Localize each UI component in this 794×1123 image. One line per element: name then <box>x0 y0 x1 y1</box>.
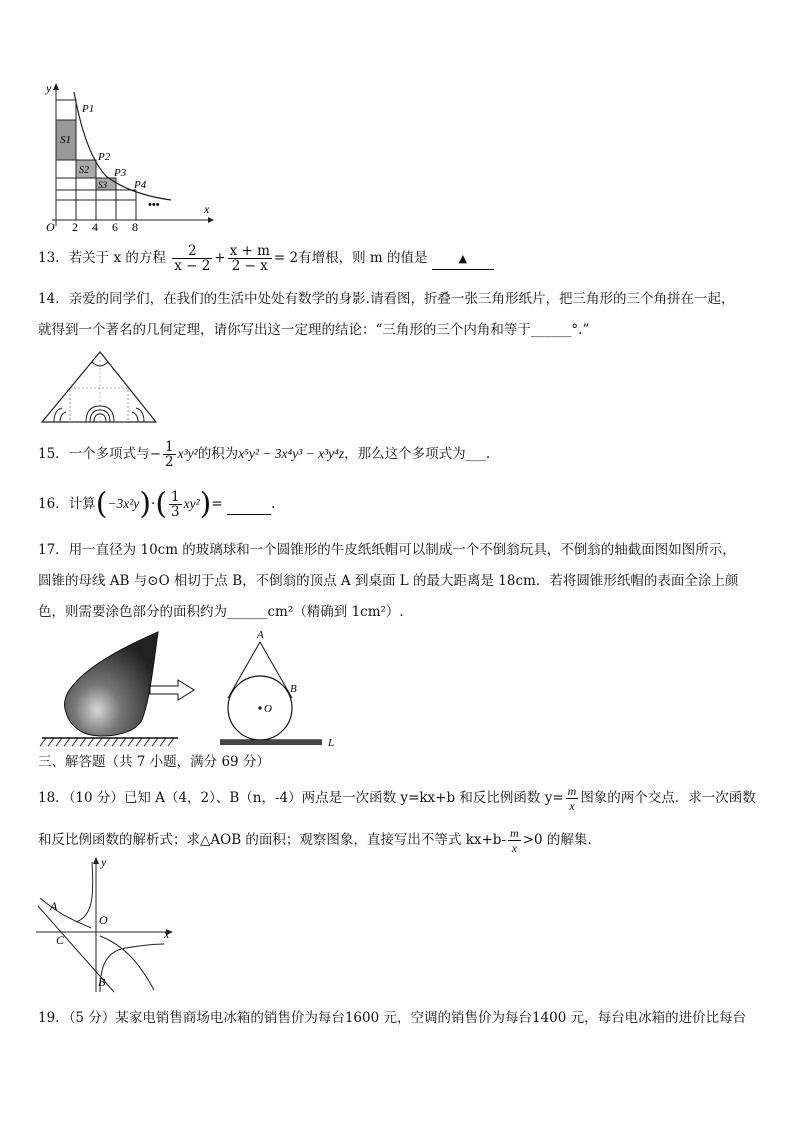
q18-label-b: B <box>98 975 106 989</box>
q16-dot: · <box>151 496 156 512</box>
fig12-y-label: y <box>46 81 52 95</box>
q18-label-a: A <box>50 899 58 913</box>
q13-plus: + <box>214 250 226 266</box>
q15-neg: − <box>149 446 161 462</box>
q18-text-b: 图象的两个交点．求一次函数 <box>580 790 756 806</box>
q18-fraction-1 <box>566 784 579 813</box>
q13-fraction-2 <box>228 244 272 273</box>
q15-text-a: 一个多项式与 <box>68 446 150 462</box>
q18-line2-a: 和反比例函数的解析式；求△AOB 的面积；观察图象，直接写出不等式 kx+b- <box>38 832 507 848</box>
q13-f2-num: x + m <box>229 243 270 259</box>
q13-fraction-1 <box>172 244 212 273</box>
q16-text-a: 计算 <box>68 496 96 512</box>
q16-tail: . <box>271 496 276 512</box>
q13-answer-blank[interactable]: ▲ <box>432 249 494 270</box>
q17-label-a: A <box>257 629 264 641</box>
q15-number: 15． <box>38 446 69 462</box>
q16-f-num: 1 <box>171 489 180 505</box>
fig12-point-label: P1 <box>82 103 95 115</box>
q18-f-num: m <box>567 784 577 798</box>
section-3-title: 三、解答题（共 7 小题，满分 69 分） <box>38 754 270 770</box>
q16-paren: ) <box>199 486 212 522</box>
fig12-region-label: S2 <box>79 165 89 176</box>
q18-line-2 <box>38 826 592 855</box>
q17-label-l: L <box>328 737 335 749</box>
q14-line-1 <box>38 289 734 309</box>
fig12-tick: 6 <box>112 220 118 232</box>
q16-number: 16． <box>38 496 69 512</box>
q15-f-num: 1 <box>165 439 174 455</box>
q15-expr-2: x⁵y² − 3x⁴y³ − x³y⁴z <box>238 446 345 461</box>
q18-line2-b: >0 的解集. <box>522 832 592 848</box>
figure-q18-graph <box>36 856 186 996</box>
q13-text-a: 若关于 x 的方程 <box>68 250 166 266</box>
q16-paren: ( <box>95 486 108 522</box>
q16-answer-blank[interactable] <box>227 494 271 515</box>
q19-number: 19． <box>38 1010 69 1026</box>
q18-text-a: （10 分）已知 A（4，2）、B（n，-4）两点是一次函数 y=kx+b 和反比例函数 y= <box>68 790 564 806</box>
q17-label-b: B <box>290 683 297 695</box>
q17-line-3: 色，则需要涂色部分的面积约为______cm²（精确到 1cm²）. <box>38 604 404 620</box>
q16-paren: ( <box>155 486 168 522</box>
q16-eq: = <box>211 496 223 512</box>
q17-line-2: 圆锥的母线 AB 与⊙O 相切于点 B，不倒翁的顶点 A 到桌面 L 的最大距离是 18cm．若将圆锥形纸帽的表面全涂上颜 <box>38 573 739 589</box>
q16-f-den: 3 <box>171 504 180 520</box>
question-13 <box>38 244 494 273</box>
q17-line1-text: 用一直径为 10cm 的玻璃球和一个圆锥形的牛皮纸纸帽可以制成一个不倒翁玩具，不倒翁的轴截面图如图所示， <box>68 542 736 558</box>
q14-line-2: 就得到一个著名的几何定理，请你写出这一定理的结论：“三角形的三个内角和等于______°.” <box>38 322 590 338</box>
q18-f2-num: m <box>510 826 519 840</box>
q15-text-b: 的积为 <box>197 446 239 462</box>
q19-text: （5 分）某家电销售商场电冰箱的销售价为每台1600 元，空调的销售价为每台1400 元，每台电冰箱的进价比每台 <box>68 1010 747 1026</box>
q18-f-den: x <box>569 799 575 813</box>
q18-label-y: y <box>101 856 107 869</box>
question-16 <box>38 486 276 522</box>
fig12-origin: O <box>46 220 55 232</box>
q13-number: 13． <box>38 250 69 266</box>
q18-label-c: C <box>56 933 65 947</box>
q17-number: 17． <box>38 542 69 558</box>
q13-text-b: 有增根，则 m 的值是 <box>298 250 428 266</box>
q18-fraction-2 <box>508 826 521 855</box>
fig12-point-label: P4 <box>134 179 147 191</box>
q18-label-x: x <box>164 927 170 941</box>
q16-expr-1: −3x²y <box>107 496 140 511</box>
q18-line-1 <box>38 784 756 813</box>
q14-number: 14． <box>38 291 69 307</box>
q18-f2-den: x <box>511 841 518 855</box>
fig12-region-label: S1 <box>60 134 71 146</box>
fig12-tick: 2 <box>72 220 78 232</box>
fig12-point-label: P3 <box>114 167 127 179</box>
figure-q14-triangle <box>40 348 160 426</box>
q17-line-1 <box>38 540 736 560</box>
fig12-point-label: P2 <box>98 151 111 163</box>
q17-label-o: O <box>264 703 272 715</box>
q15-text-c: ，那么这个多项式为___. <box>344 446 491 462</box>
question-19 <box>38 1008 746 1028</box>
q18-number: 18． <box>38 790 69 806</box>
q16-paren: ) <box>139 486 152 522</box>
figure-q17-tumbler <box>38 628 348 750</box>
q14-line1-text: 亲爱的同学们，在我们的生活中处处有数学的身影.请看图，折叠一张三角形纸片，把三角形的三个角拼在一起， <box>68 291 735 307</box>
q15-fraction <box>163 440 176 469</box>
figure-q12-graph <box>36 80 216 232</box>
fig12-tick: 8 <box>132 220 138 232</box>
q13-f1-num: 2 <box>172 244 212 259</box>
q16-expr-2: xy² <box>183 496 200 511</box>
q15-f-den: 2 <box>165 454 174 470</box>
question-15 <box>38 440 490 469</box>
q18-label-o: O <box>99 913 108 927</box>
fig12-ellipsis: ••• <box>148 199 160 211</box>
q13-f1-den: x − 2 <box>174 258 211 274</box>
fig12-region-label: S3 <box>98 180 107 190</box>
q15-expr-1: x³y² <box>177 446 198 461</box>
q13-f2-den: 2 − x <box>231 258 268 274</box>
fig12-tick: 4 <box>92 220 98 232</box>
q13-eq: = 2 <box>273 250 299 266</box>
q16-fraction <box>169 490 182 519</box>
fig12-x-label: x <box>204 202 210 216</box>
